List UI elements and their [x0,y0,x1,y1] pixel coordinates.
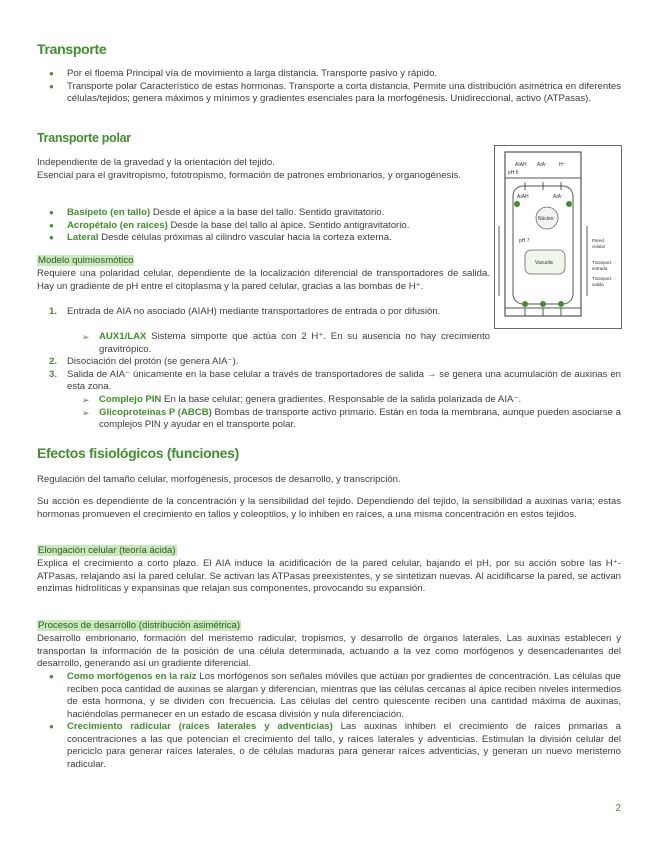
direction-list [37,207,490,245]
fig-label-top2: AIA⁻ [537,162,548,168]
fig-legend-1: Pared [592,238,605,243]
list-item: ● Lateral Desde células próximas al cilindro vascular hacia la corteza externa. [37,232,490,245]
fig-label-nucleus: Núcleo [538,216,554,222]
fig-label-aiah: AIAH [517,194,529,200]
sub-item: ➢ Complejo PIN En la base celular; genera gradientes. Responsable de la salida polarizada de AIA⁻. [82,394,522,405]
intro-line: Independiente de la gravedad y la orientación del tejido. [37,157,275,168]
step3-subs [37,394,621,432]
fig-legend-6: salida [592,282,604,287]
transporter-dot [514,201,520,207]
steps-list-b [37,356,621,394]
development-heading: Procesos de desarrollo (distribución asimétrica) [38,620,241,631]
fig-legend-2: celular [592,244,606,249]
heading-efectos: Efectos fisiológicos (funciones) [37,445,239,461]
plasma-membrane [513,186,573,304]
transporter-dot [540,301,546,307]
step1-subs [37,331,490,356]
transporter-dot [522,301,528,307]
fig-legend-5: Transport. [592,276,613,281]
transporter-dot [558,301,564,307]
page-number: 2 [615,803,621,814]
list-item: ● Transporte polar Característico de estas hormonas. Transporte a corta distancia. Permite una distribución asimétrica en diferentes células/tejidos; genera máximos y mínimos y gradientes esenciales para la morfogénesis. Unidireccional, activo (ATPasas). [37,81,621,106]
list-item: ● Acropétalo (en raíces) Desde la base del tallo al ápice. Sentido antigravitatorio. [37,220,490,233]
transporte-bullets [37,68,621,106]
steps-list-a [37,306,490,319]
polar-intro [37,157,490,182]
fig-label-vacuole: Vacuola [535,260,553,266]
fig-label-ph2: pH 7 [519,238,530,244]
cell-diagram-svg [495,146,621,328]
development-text: Desarrollo embrionario, formación del meristemo radicular, tropismos, y desarrollo de órganos laterales. Las auxinas establecen y transportan la información de la posición de una célula determinada, actuando a la vez como morfógenos y desencadenantes del desarrollo, generando así un gradiente diferencial. [37,633,621,669]
elongation-heading: Elongación celular (teoría ácida) [38,545,176,556]
cell-wall-outer [505,152,581,316]
fig-label-aia: AIA⁻ [553,194,564,200]
sub-item: ➢ AUX1/LAX Sistema simporte que actúa con 2 H⁺. En su ausencia no hay crecimiento gravitrópico. [82,331,490,355]
heading-transporte-polar: Transporte polar [37,131,131,145]
fig-label-ph1: pH 5 [508,170,519,176]
arrows-bottom [525,308,561,316]
efectos-p2: Su acción es dependiente de la concentración y la sensibilidad del tejido. Dependiendo del tejido, la sensibilidad a auxinas varía; estas hormonas promueven el crecimiento en tallos y coleoptilos, y lo inhiben en raíces, a una misma concentración en estos tejidos. [37,496,621,520]
list-item: ● Como morfógenos en la raíz Los morfógenos son señales móviles que actúan por gradientes de concentración. Las células que reciben poca cantidad de auxinas se alargan y diferencian, mientras que las células cercanas al ápice reciben niveles intermedios de esta hormona, y se dividen con frecuencia. Las células del centro quiescente reciben una cantidad máxima de auxinas, haciéndolas permanecer en un estado de escasa división y nula diferenciación. [37,671,621,721]
step-item: 3. Salida de AIA⁻ únicamente en la base celular a través de transportadores de salida → se genera una acumulación de auxinas en esta zona. [49,368,621,392]
model-text: Requiere una polaridad celular, dependiente de la localización diferencial de transportadores de salida. Hay un gradiente de pH entre el citoplasma y la pared celular, gracias a las bombas de H⁺. [37,268,490,292]
heading-transporte: Transporte [37,41,107,57]
transporter-dot [566,201,572,207]
efectos-p1: Regulación del tamaño celular, morfogénesis, procesos de desarrollo, y transcripción. [37,474,401,485]
chemiosmotic-diagram [494,145,622,329]
list-item: ● Por el floema Principal vía de movimiento a larga distancia. Transporte pasivo y rápido. [37,68,621,81]
intro-line-2: Esencial para el gravitropismo, fototropismo, formación de patrones embrionarios, y organogénesis. [37,169,461,181]
elongation-text: Explica el crecimiento a corto plazo. El AIA induce la acidificación de la pared celular, bajando el pH, por su acción sobre las H⁺-ATPasas, relajando así la pared celular. Se activan las ATPasas preexistentes, y se sintetizan nuevas. Al acidificarse la pared, se activan enzimas hidrolíticas y expansinas que relajan sus componentes, provocando su expansión. [37,558,621,594]
fig-legend-3: Transport. [592,260,613,265]
fig-legend-4: entrada [592,266,608,271]
fig-label-top1: AIAH [515,162,527,168]
step-item: 1. Entrada de AIA no asociado (AIAH) mediante transportadores de entrada o por difusión. [49,306,441,317]
list-item: ● Basípeto (en tallo) Desde el ápice a la base del tallo. Sentido gravitatorio. [37,207,490,220]
development-bullets [37,671,621,771]
list-item: ● Crecimiento radicular (raíces laterales y adventicias) Las auxinas inhiben el crecimiento de raíces primarias a concentraciones a las que potencian el crecimiento del tallo, y raíces laterales y adventicias. Estimulan la división celular del periciclo para generar raíces laterales, o de células maduras para generar raíces adventicias, y generan un nuevo meristemo radicular. [37,721,621,771]
fig-label-top3: H⁺ [559,162,566,168]
model-heading: Modelo quimiosmótico [38,255,134,266]
step-item: 2. Disociación del protón (se genera AIA⁻). [49,356,239,367]
sub-item: ➢ Glicoproteínas P (ABCB) Bombas de transporte activo primario. Están en toda la membrana, aunque pueden asociarse a complejos PIN y ayudar en el transporte polar. [82,406,621,430]
